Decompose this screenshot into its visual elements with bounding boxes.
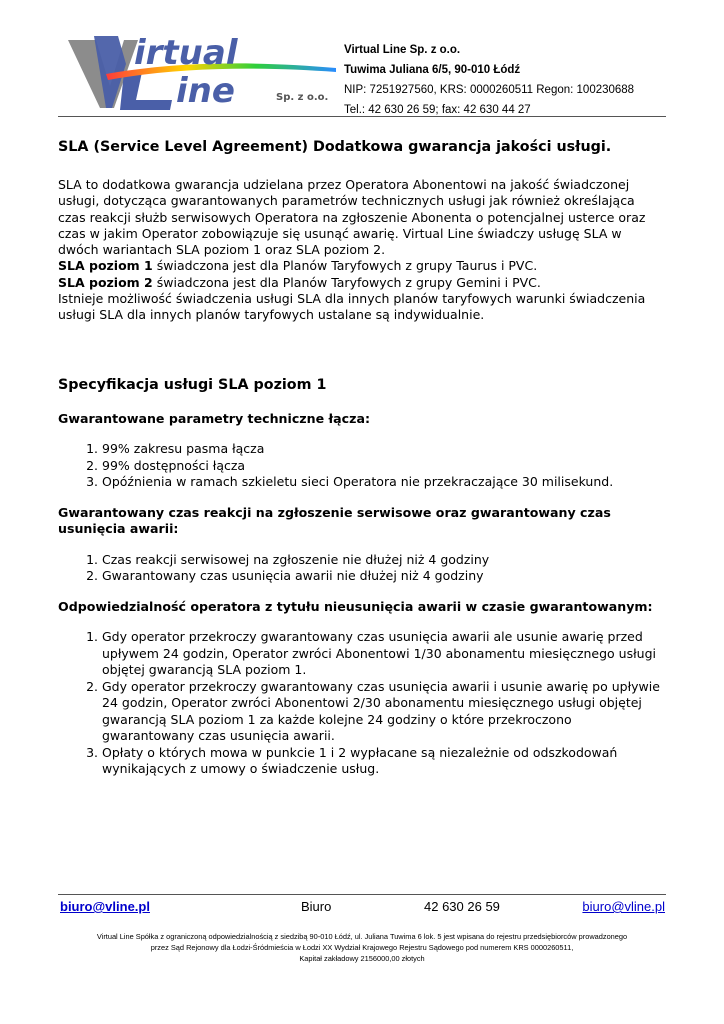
company-info bbox=[344, 40, 664, 120]
intro-paragraph bbox=[58, 177, 666, 324]
sla-level2-label: SLA poziom 2 bbox=[58, 274, 153, 290]
legal-line: Kapitał zakładowy 2156000,00 złotych bbox=[299, 954, 425, 963]
list-item: 2. Gdy operator przekroczy gwarantowany czas usunięcia awarii i usunie awarię po upływie 24 godzin, Operator zwróci Abonentowi 2/30 abonamentu miesięcznego usługi objętej gwarancją SLA poziom 1 za każde kolejne 24 godziny o które przekroczono gwarantowany czas usunięcia awarii. bbox=[102, 679, 666, 745]
list-item: 2. 99% dostępności łącza bbox=[102, 458, 666, 475]
virtual-line-logo bbox=[66, 34, 338, 114]
company-registry: NIP: 7251927560, KRS: 0000260511 Regon: 100230688 bbox=[344, 84, 635, 96]
parameters-list bbox=[58, 441, 666, 491]
section-heading: Odpowiedzialność operatora z tytułu nieusunięcia awarii w czasie gwarantowanym: bbox=[58, 598, 653, 614]
document-body bbox=[58, 137, 666, 792]
legal-line: przez Sąd Rejonowy dla Łodzi-Śródmieścia w Łodzi XX Wydział Krajowego Rejestru Sądowego pod numerem KRS 0000260511, bbox=[150, 943, 574, 952]
list-item: 3. Opóźnienia w ramach szkieletu sieci Operatora nie przekraczające 30 milisekund. bbox=[102, 474, 666, 491]
intro-text: SLA to dodatkowa gwarancja udzielana przez Operatora Abonentowi na jakość świadczonej usługi, dotycząca gwarantowanych parametrów technicznych usługi jak również określająca czas reakcji służb serwisowych Operatora na zgłoszenie Abonenta o potencjalnej usterce oraz czas w jakim Operator zobowiązuje się usunąć awarię. Virtual Line świadczy usługę SLA w dwóch wariantach SLA poziom 1 oraz SLA poziom 2. bbox=[58, 177, 646, 258]
document-title: SLA (Service Level Agreement) Dodatkowa gwarancja jakości usługi. bbox=[58, 139, 612, 155]
company-address: Tuwima Juliana 6/5, 90-010 Łódź bbox=[344, 64, 521, 76]
logo-text-bottom: ine bbox=[176, 71, 235, 111]
sla-level1-label: SLA poziom 1 bbox=[58, 258, 153, 274]
sla-level2-text: świadczona jest dla Planów Taryfowych z grupy Gemini i PVC. bbox=[152, 274, 541, 290]
footer-email-left-link[interactable]: biuro@vline.pl bbox=[60, 899, 150, 914]
list-item: 1. Czas reakcji serwisowej na zgłoszenie nie dłużej niż 4 godziny bbox=[102, 552, 666, 569]
logo-suffix: Sp. z o.o. bbox=[276, 92, 329, 103]
footer-email-right-link[interactable]: biuro@vline.pl bbox=[582, 899, 665, 914]
list-item: 1. Gdy operator przekroczy gwarantowany czas usunięcia awarii ale usunie awarię przed upływem 24 godzin, Operator zwróci Abonentowi 1/30 abonamentu miesięcznego usługi objętej gwarancją SLA poziom 1. bbox=[102, 629, 666, 679]
list-item: 3. Opłaty o których mowa w punkcie 1 i 2 wypłacane są niezależnie od odszkodowań wynikających z umowy o świadczenie usług. bbox=[102, 745, 666, 778]
spec-heading: Specyfikacja usługi SLA poziom 1 bbox=[58, 376, 327, 393]
section-heading: Gwarantowane parametry techniczne łącza: bbox=[58, 410, 371, 426]
liability-list bbox=[58, 629, 666, 778]
list-item: 2. Gwarantowany czas usunięcia awarii nie dłużej niż 4 godziny bbox=[102, 568, 666, 585]
intro-closing: Istnieje możliwość świadczenia usługi SLA dla innych planów taryfowych warunki świadczenia usługi SLA dla innych planów taryfowych ustalane są indywidualnie. bbox=[58, 291, 646, 323]
footer-divider bbox=[58, 894, 666, 895]
header-divider bbox=[58, 116, 666, 117]
list-item: 1. 99% zakresu pasma łącza bbox=[102, 441, 666, 458]
response-time-list bbox=[58, 552, 666, 585]
footer-phone: 42 630 26 59 bbox=[424, 899, 500, 914]
sla-level1-text: świadczona jest dla Planów Taryfowych z grupy Taurus i PVC. bbox=[152, 258, 538, 274]
legal-line: Virtual Line Spółka z ograniczoną odpowiedzialnością z siedzibą 90-010 Łódź, ul. Juliana Tuwima 6 lok. 5 jest wpisana do rejestru przedsiębiorców prowadzonego bbox=[96, 932, 628, 941]
company-name: Virtual Line Sp. z o.o. bbox=[344, 44, 461, 56]
footer-office-label: Biuro bbox=[301, 899, 332, 914]
logo-text-top: irtual bbox=[134, 34, 238, 73]
company-contact: Tel.: 42 630 26 59; fax: 42 630 44 27 bbox=[344, 104, 531, 116]
footer-legal-notice bbox=[40, 931, 684, 964]
section-heading: Gwarantowany czas reakcji na zgłoszenie serwisowe oraz gwarantowany czas usunięcia awarii: bbox=[58, 504, 611, 537]
